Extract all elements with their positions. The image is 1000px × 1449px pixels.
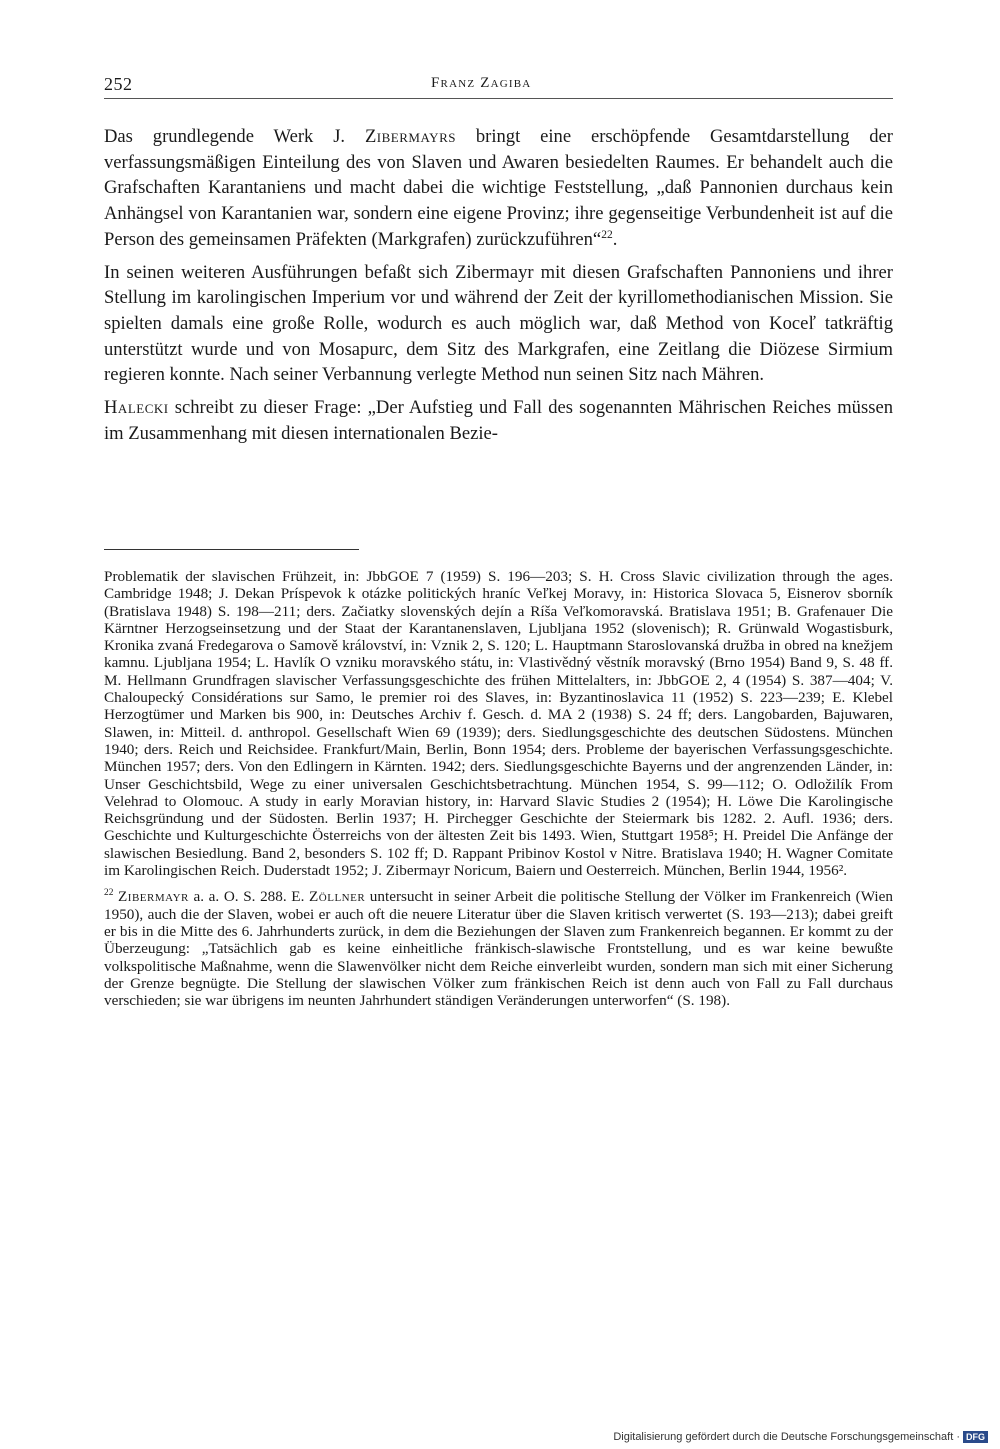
author-name: Zibermayrs xyxy=(364,126,456,147)
main-text xyxy=(104,124,893,453)
footnote-number: 22 xyxy=(104,888,114,899)
footnote-22-text-a: a. a. O. S. 288. E. xyxy=(188,888,309,906)
paragraph-1-text-a: Das grundlegende Werk J. xyxy=(104,126,365,147)
paragraph-3-text: schreibt zu dieser Frage: „Der Aufstieg und Fall des sogenannten Mährischen Reiches müssen im Zusammenhang mit diesen internationalen Bezie- xyxy=(104,397,893,444)
footnote-author: Zibermayr xyxy=(118,888,189,906)
credit-text: Digitalisierung gefördert durch die Deutsche Forschungsgemeinschaft · xyxy=(613,1431,960,1443)
author-name: Halecki xyxy=(104,397,169,419)
footnotes xyxy=(104,568,893,1018)
page-number: 252 xyxy=(104,74,133,94)
paragraph-1 xyxy=(104,124,893,253)
digitization-credit xyxy=(613,1431,988,1443)
footnote-separator xyxy=(104,549,359,550)
footnote-22 xyxy=(104,888,893,1009)
page-header xyxy=(104,74,893,102)
dfg-logo-icon: DFG xyxy=(963,1431,988,1443)
paragraph-3 xyxy=(104,395,893,446)
header-rule xyxy=(104,98,893,99)
running-head: Franz Zagiba xyxy=(431,75,532,91)
paragraph-2: In seinen weiteren Ausführungen befaßt sich Zibermayr mit diesen Grafschaften Pannoniens und ihrer Stellung im karolingischen Imperium vor und während der Zeit der kyrillomethodianischen Mission. Sie spielten damals eine große Rolle, wodurch es auch möglich war, daß Method von Koceľ tatkräftig unterstützt wurde und von Mosapurc, dem Sitz des Markgrafen, eine Zeitlang die Diözese Sirmium regieren konnte. Nach seiner Verbannung verlegte Method nun seinen Sitz nach Mähren. xyxy=(104,261,893,386)
footnote-22-text-b: untersucht in seiner Arbeit die politische Stellung der Völker im Frankenreich (Wien 1950), auch die der Slaven, wobei er auch oft die neuere Literatur über die Slaven kritisch verwertet (S. 193—213); dabei greift er bis in die Mitte des 6. Jahrhunderts zurück, in dem die Beziehungen der Slaven zum Frankenreich begannen. Er kommt zu der Überzeugung: „Tatsächlich gab es keine einheitliche fränkisch-slawische Frontstellung, und es war keine bewußte volkspolitische Maßnahme, wenn die Slawenvölker nicht dem Reiche einverleibt wurden, sondern man sich mit einer Sicherung der Grenze begnügte. Die Stellung der slawischen Völker zum fränkischen Reich ist denn auch von Fall zu Fall durchaus verschieden; sie war übrigens im neunten Jahrhundert ständigen Veränderungen unterworfen“ (S. 198). xyxy=(104,888,893,1010)
footnote-author: Zöllner xyxy=(309,888,366,906)
footnote-continued: Problematik der slavischen Frühzeit, in: JbbGOE 7 (1959) S. 196—203; S. H. Cross Slavic civilization through the ages. Cambridge 1948; J. Dekan Príspevok k otázke politických hraníc Veľkej Moravy, in: Historica Slovaca 5, Eisnerov sborník (Bratislava 1948) S. 198—211; ders. Začiatky slovenských dejín a Ríša Veľkomoravská. Bratislava 1951; B. Grafenauer Die Kärntner Herzogseinsetzung und der Staat der Karantanenslaven, Ljubljana 1952 (slovenisch); R. Grünwald Wogastisburk, Kronika zvaná Fredegarova o Samově království, in: Vznik 2, S. 120; L. Hauptmann Staroslovanská družba in obred na knežjem kamnu. Ljubljana 1954; L. Havlík O vzniku moravského státu, in: Vlastivědný věstník moravský (Brno 1954) Band 9, S. 48 ff. M. Hellmann Grundfragen slavischer Verfassungsgeschichte des frühen Mittelalters, in: JbbGOE 2, 4 (1954) S. 387—404; V. Chaloupecký Considérations sur Samo, le premier roi des Slaves, in: Byzantinoslavica 11 (1952) S. 223—239; E. Klebel Herzogtümer und Marken bis 900, in: Deutsches Archiv f. Gesch. d. MA 2 (1938) S. 24 ff; ders. Langobarden, Bajuwaren, Slawen, in: Mitteil. d. anthropol. Gesellschaft Wien 69 (1939); ders. Siedlungsgeschichte des deutschen Südostens. München 1940; ders. Reich und Reichsidee. Frankfurt/Main, Berlin, Bonn 1954; ders. Probleme der bayerischen Verfassungsgeschichte. München 1957; ders. Von den Edlingern in Kärnten. 1942; ders. Siedlungsgeschichte Bayerns und der angrenzenden Länder, in: Unser Geschichtsbild, Wege zu einer universalen Geschichtsbetrachtung. München 1954, S. 99—112; O. Odložilík From Velehrad to Olomouc. A study in early Moravian history, in: Harvard Slavic Studies 2 (1954); H. Löwe Die Karolingische Reichsgründung und der Südosten. Berlin 1937; H. Pirchegger Geschichte der Steiermark bis 1282. 2. Aufl. 1936; ders. Geschichte und Kulturgeschichte Österreichs von der ältesten Zeit bis 1493. Wien, Stuttgart 1958⁵; H. Preidel Die Anfänge der slawischen Besiedlung. Band 2, besonders S. 102 ff; D. Rappant Pribinov Kostol v Nitre. Bratislava 1940; H. Wagner Comitate im Karolingischen Reich. Duderstadt 1952; J. Zibermayr Noricum, Baiern und Oesterreich. München, Berlin 1944, 1956². xyxy=(104,568,893,880)
paragraph-1-text-c: . xyxy=(612,228,618,250)
paragraph-1-text-b: bringt eine erschöpfende Gesamtdarstellung der verfassungsmäßigen Einteilung des von Slaven und Awaren besiedelten Raumes. Er behandelt auch die Grafschaften Karantaniens und macht dabei die wichtige Feststellung, „daß Pannonien durchaus kein Anhängsel von Karantanien war, sondern eine eigene Provinz; ihre gegenseitige Verbundenheit ist auf die Person des gemeinsamen Präfekten (Markgrafen) zurückzuführen“ xyxy=(104,126,893,250)
footnote-ref-22: 22 xyxy=(601,228,613,241)
